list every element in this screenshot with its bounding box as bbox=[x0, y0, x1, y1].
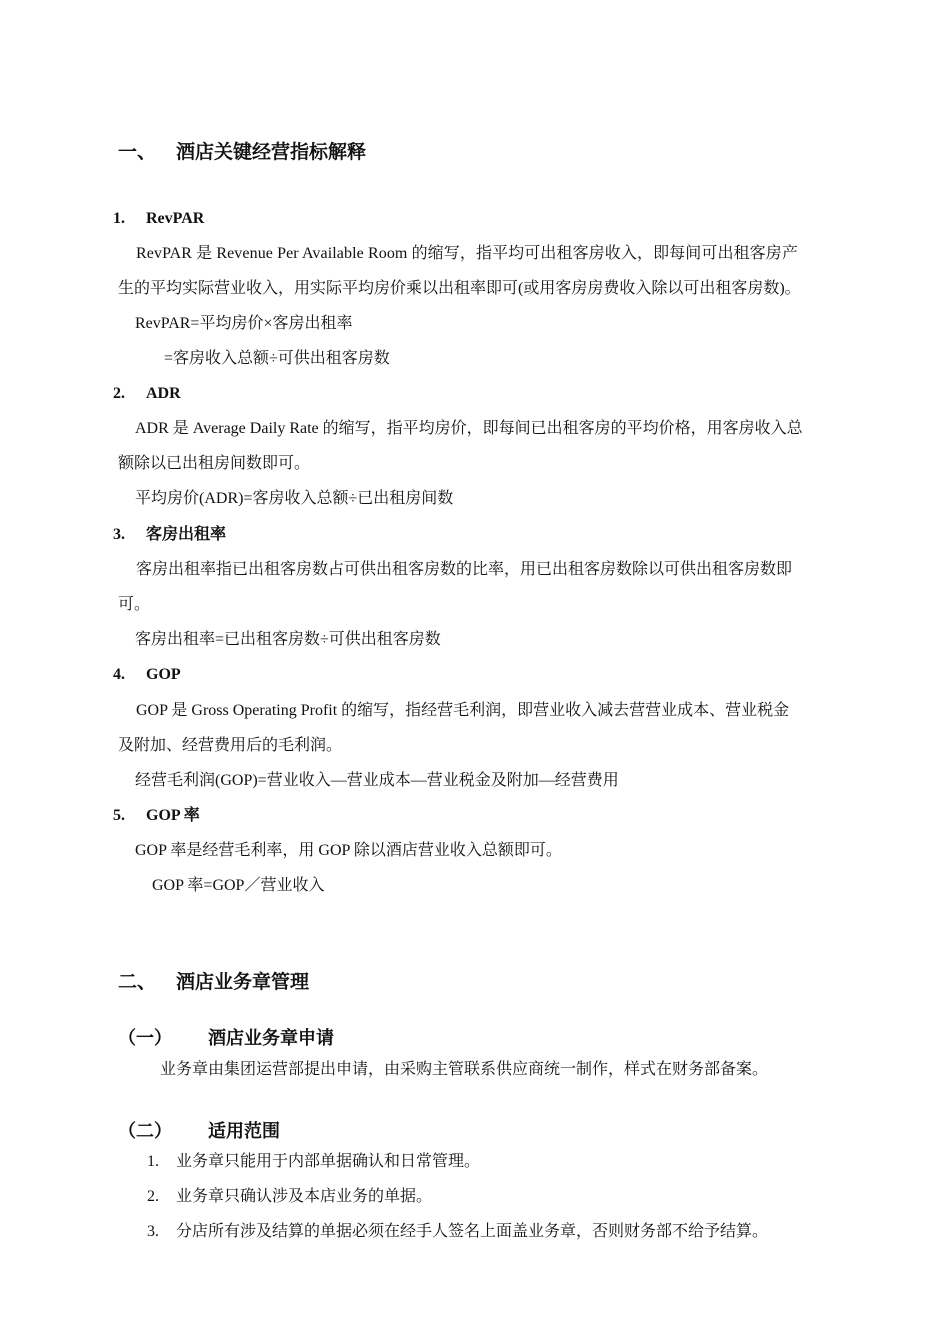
formula-line: RevPAR=平均房价×客房出租率 bbox=[135, 315, 353, 332]
item-title: ADR bbox=[146, 385, 181, 402]
list-item bbox=[147, 1154, 847, 1174]
item-number: 4. bbox=[113, 666, 125, 683]
section-number: 一、 bbox=[118, 142, 157, 163]
list-item bbox=[147, 1224, 847, 1244]
subsection-heading-1 bbox=[118, 1029, 518, 1051]
list-number: 3. bbox=[147, 1223, 159, 1240]
formula-line: GOP 率=GOP／营业收入 bbox=[152, 877, 325, 894]
item-number: 5. bbox=[113, 807, 125, 824]
list-item bbox=[147, 1189, 847, 1209]
item-title: RevPAR bbox=[146, 210, 205, 227]
paragraph-line: 生的平均实际营业收入，用实际平均房价乘以出租率即可(或用客房房费收入除以可出租客房数)。 bbox=[118, 280, 801, 297]
list-text: 业务章只确认涉及本店业务的单据。 bbox=[176, 1188, 433, 1205]
formula-line: 平均房价(ADR)=客房收入总额÷已出租房间数 bbox=[135, 490, 454, 507]
item-number: 2. bbox=[113, 385, 125, 402]
subsection-heading-2 bbox=[118, 1122, 518, 1144]
subsection-number: （一） bbox=[118, 1028, 172, 1048]
item-heading-gop bbox=[113, 667, 413, 687]
section-title: 酒店关键经营指标解释 bbox=[176, 142, 367, 163]
list-number: 2. bbox=[147, 1188, 159, 1205]
section-heading-1 bbox=[118, 143, 518, 165]
item-heading-occupancy bbox=[113, 527, 413, 547]
subsection-number: （二） bbox=[118, 1121, 172, 1141]
paragraph-line: 额除以已出租房间数即可。 bbox=[118, 455, 311, 472]
paragraph-line: GOP 是 Gross Operating Profit 的缩写，指经营毛利润，即营业收入减去营营业成本、营业税金 bbox=[136, 702, 790, 719]
paragraph-line: GOP 率是经营毛利率，用 GOP 除以酒店营业收入总额即可。 bbox=[135, 842, 562, 859]
list-text: 分店所有涉及结算的单据必须在经手人签名上面盖业务章，否则财务部不给予结算。 bbox=[176, 1223, 769, 1240]
list-text: 业务章只能用于内部单据确认和日常管理。 bbox=[176, 1153, 481, 1170]
section-heading-2 bbox=[118, 973, 518, 995]
item-number: 3. bbox=[113, 526, 125, 543]
subsection-title: 适用范围 bbox=[208, 1121, 280, 1141]
item-heading-revpar bbox=[113, 211, 413, 231]
formula-line: 经营毛利润(GOP)=营业收入—营业成本—营业税金及附加—经营费用 bbox=[135, 772, 619, 789]
paragraph-line: 业务章由集团运营部提出申请，由采购主管联系供应商统一制作，样式在财务部备案。 bbox=[160, 1061, 769, 1078]
item-title: 客房出租率 bbox=[146, 526, 227, 543]
section-title: 酒店业务章管理 bbox=[176, 972, 310, 993]
formula-line: =客房收入总额÷可供出租客房数 bbox=[164, 350, 390, 367]
formula-line: 客房出租率=已出租客房数÷可供出租客房数 bbox=[135, 631, 441, 648]
item-title: GOP 率 bbox=[146, 807, 200, 824]
item-heading-adr bbox=[113, 386, 413, 406]
section-number: 二、 bbox=[118, 972, 157, 993]
paragraph-line: ADR 是 Average Daily Rate 的缩写，指平均房价，即每间已出租客房的平均价格，用客房收入总 bbox=[135, 420, 803, 437]
paragraph-line: 客房出租率指已出租客房数占可供出租客房数的比率，用已出租客房数除以可供出租客房数即 bbox=[136, 561, 793, 578]
item-heading-gop-rate bbox=[113, 808, 413, 828]
paragraph-line: RevPAR 是 Revenue Per Available Room 的缩写，指平均可出租客房收入，即每间可出租客房产 bbox=[136, 245, 798, 262]
paragraph-line: 可。 bbox=[118, 596, 151, 613]
list-number: 1. bbox=[147, 1153, 159, 1170]
subsection-title: 酒店业务章申请 bbox=[208, 1028, 334, 1048]
item-title: GOP bbox=[146, 666, 181, 683]
paragraph-line: 及附加、经营费用后的毛利润。 bbox=[118, 737, 343, 754]
item-number: 1. bbox=[113, 210, 125, 227]
